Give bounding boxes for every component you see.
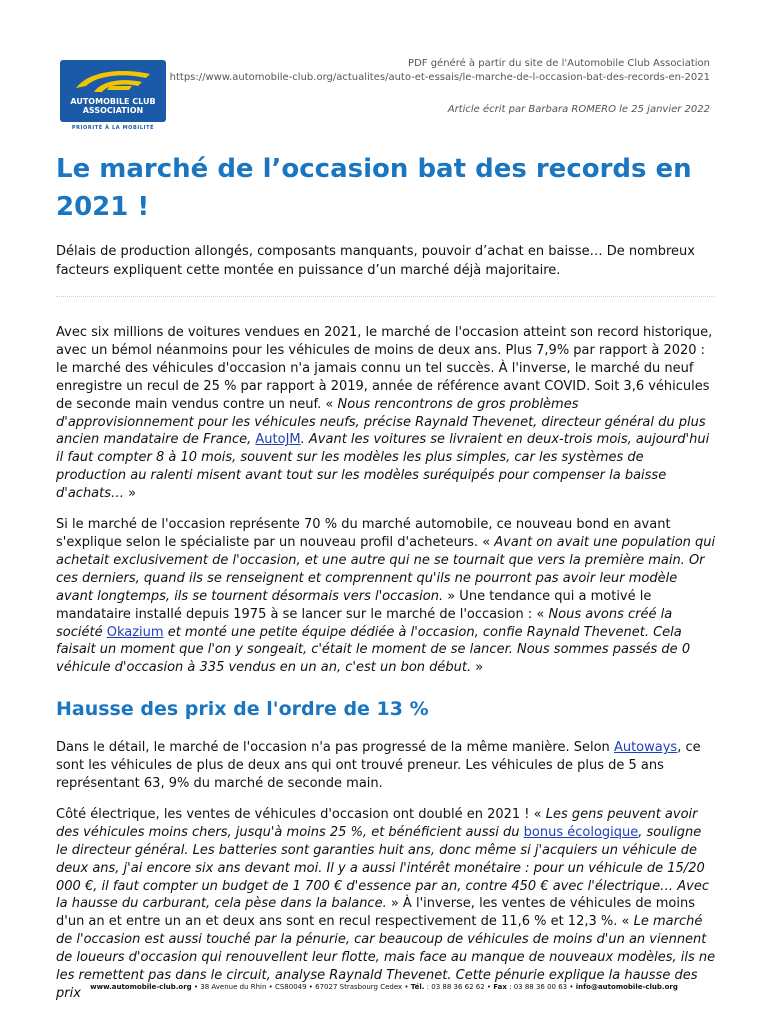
autojm-link[interactable]: AutoJM <box>255 432 301 448</box>
footer-fax: : 03 88 36 00 63 • <box>506 983 576 991</box>
logo-text-line2: ASSOCIATION <box>82 106 144 115</box>
footer-email: info@automobile-club.org <box>575 983 678 991</box>
quote: et monté une petite équipe dédiée à l'occasion, confie Raynald Thevenet. Cela faisait un moment que l'on y songeait, c'était le moment de se lancer. Nous sommes passés de 0 véhicule d'occasion à 335 vendus en un an, c'est un bon début. <box>56 624 691 676</box>
article-lead: Délais de production allongés, composants manquants, pouvoir d’achat en baisse… De nombreux facteurs expliquent cette montée en puissance d’un marché déjà majoritaire. <box>56 244 695 278</box>
text: » À l'inverse, les ventes de véhicules de moins d'un an et entre un an et deux ans sont en recul respectivement de 11,6 % et 12,3 %. « <box>56 896 695 930</box>
autoways-link[interactable]: Autoways <box>613 740 678 756</box>
source-url: https://www.automobile-club.org/actualites/auto-et-essais/le-marche-de-l-occasion-bat-des-records-en-2021 <box>169 72 710 83</box>
logo-text-line1: AUTOMOBILE CLUB <box>70 97 156 106</box>
footer-site: www.automobile-club.org <box>90 983 192 991</box>
logo-badge <box>60 60 166 122</box>
quote: Nous rencontrons de gros problèmes d'approvisionnement pour les véhicules neufs, précise Raynald Thevenet, directeur général du plus ancien mandataire de France, <box>56 396 706 448</box>
brand-logo[interactable] <box>60 60 166 136</box>
text: Dans le détail, le marché de l'occasion n'a pas progressé de la même manière. Selon <box>56 740 614 756</box>
quote: Avant on avait une population qui achetait exclusivement de l'occasion, et une autre qui ne se tournait que vers la première main. Or ces derniers, quand ils se renseignent et comprennent qu'ils ne pourront pas avoir leur modèle avant longtemps, ils se tournent désormais vers l'occasion. <box>56 534 716 604</box>
quote: . Avant les voitures se livraient en deux-trois mois, aujourd'hui il faut compter 8 à 10 mois, souvent sur les modèles les plus simples, car les systèmes de production au ralenti misent avant tout sur les modèles suréquipés pour compenser la baisse d'achats… <box>56 432 710 502</box>
paragraph-2 <box>56 516 716 677</box>
quote: , souligne le directeur général. Les batteries sont garanties huit ans, donc même si j'acquiers un véhicule de deux ans, j'ai encore six ans devant moi. Il y a aussi l'intérêt monétaire : pour un véhicule de 15/20 000 €, il faut compter un budget de 1 700 € d'essence par an, contre 450 € avec l'électrique… Avec la hausse du carburant, cela pèse dans la balance. <box>56 824 710 912</box>
pdf-generated-note: PDF généré à partir du site de l'Automobile Club Association <box>408 58 710 69</box>
footer-fax-label: Fax <box>493 983 507 991</box>
page-meta <box>170 57 710 117</box>
paragraph-1 <box>56 324 716 503</box>
paragraph-4 <box>56 806 716 1003</box>
section-heading: Hausse des prix de l'ordre de 13 % <box>56 698 429 721</box>
logo-swoosh-icon <box>72 66 154 96</box>
article-author-date: Article écrit par Barbara ROMERO le 25 janvier 2022 <box>447 104 710 115</box>
okazium-link[interactable]: Okazium <box>106 624 164 640</box>
quote: Nous avons créé la société <box>56 606 673 640</box>
divider <box>56 296 714 297</box>
bonus-ecologique-link[interactable]: bonus écologique <box>523 824 639 840</box>
text: » Une tendance qui a motivé le mandataire installé depuis 1975 à se lancer sur le marché de l'occasion : « <box>56 588 652 622</box>
footer-tel-label: Tél. <box>410 983 425 991</box>
page-footer <box>0 983 768 991</box>
text: » <box>471 660 484 676</box>
logo-tagline: PRIORITÉ À LA MOBILITÉ <box>71 125 155 131</box>
text: , ce sont les véhicules de plus de deux ans qui ont trouvé preneur. Les véhicules de plus de 5 ans représentant 63, 9% du marché de seconde main. <box>56 740 701 792</box>
text: Si le marché de l'occasion représente 70 % du marché automobile, ce nouveau bond en avant s'explique selon le spécialiste par un nouveau profil d'acheteurs. « <box>56 517 671 550</box>
footer-address: • 38 Avenue du Rhin • CS80049 • 67027 Strasbourg Cedex • <box>191 983 411 991</box>
quote: Le marché de l'occasion est aussi touché par la pénurie, car beaucoup de véhicules de moins d'un an viennent de loueurs d'occasion qui renouvellent leur flotte, mais face au manque de nouveaux modèles, ils ne les remettent pas dans le circuit, analyse Raynald Thevenet. Cette pénurie explique la hausse des prix <box>56 914 716 1001</box>
quote: Les gens peuvent avoir des véhicules moins chers, jusqu'à moins 25 %, et bénéficient aussi du <box>56 806 698 840</box>
text: Côté électrique, les ventes de véhicules d'occasion ont doublé en 2021 ! « <box>56 806 546 822</box>
paragraph-3 <box>56 739 716 793</box>
text: » <box>124 486 137 502</box>
article-body <box>56 324 716 1016</box>
text: Avec six millions de voitures vendues en 2021, le marché de l'occasion atteint son record historique, avec un bémol néanmoins pour les véhicules de moins de deux ans. Plus 7,9% par rapport à 2020 : le marché des véhicules d'occasion n'a jamais connu un tel succès. À l'inverse, le marché du neuf enregistre un recul de 25 % par rapport à 2019, année de référence avant COVID. Soit 3,6 véhicules de seconde main vendus contre un neuf. « <box>56 325 713 412</box>
footer-tel: : 03 88 36 62 62 • <box>424 983 494 991</box>
article-title: Le marché de l’occasion bat des records en 2021 ! <box>56 154 692 222</box>
